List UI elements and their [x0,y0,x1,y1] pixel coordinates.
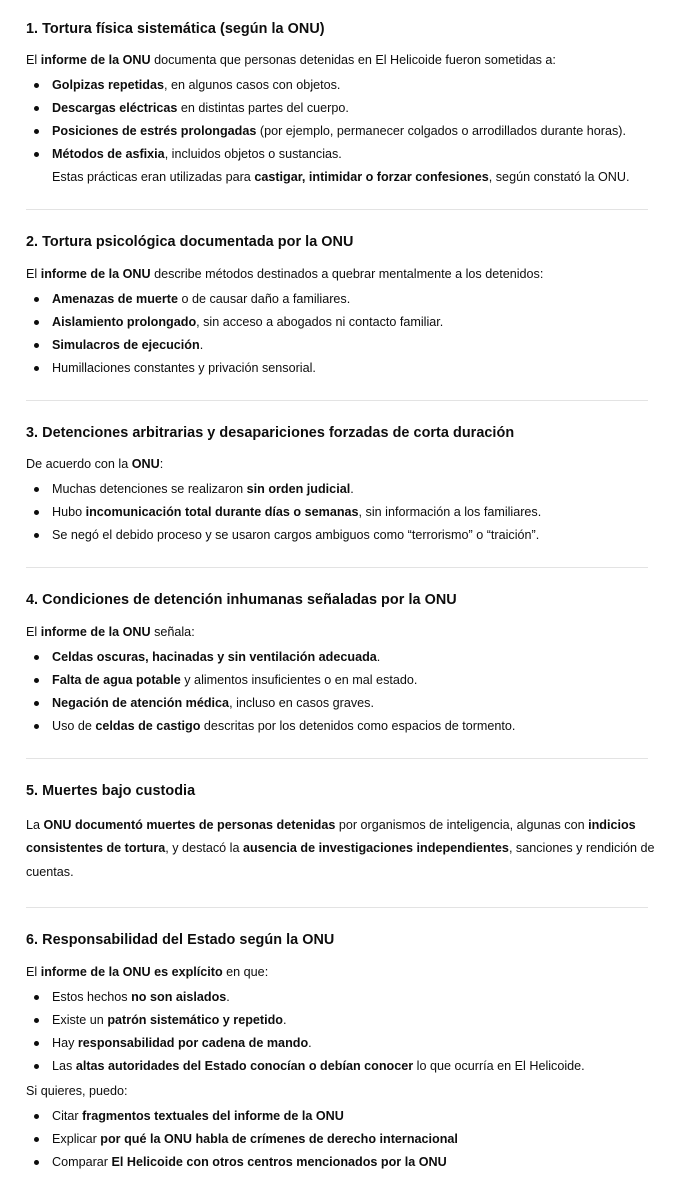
emphasis-text: informe de la ONU [40,266,151,281]
section-1 [26,20,661,209]
bullet-icon [34,678,39,683]
emphasis-text: ONU documentó muertes de personas detenidas [43,818,336,833]
emphasis-text: informe de la ONU [40,53,151,68]
section-heading: 4. Condiciones de detención inhumanas señaladas por la ONU [26,592,457,609]
list-item [26,336,661,354]
list-item-text: Falta de agua potable y alimentos insuficientes o en mal estado. [52,672,418,687]
offer-list [26,1107,661,1171]
emphasis-text: informe de la ONU es explícito [40,964,223,979]
bullet-list [26,648,661,735]
section-note: Estas prácticas eran utilizadas para castigar, intimidar o forzar confesiones, según constató la ONU. [52,170,630,185]
section-6 [26,931,661,1170]
list-item [26,313,661,331]
list-item-text: Métodos de asfixia, incluidos objetos o sustancias. [52,147,342,162]
emphasis-text: incomunicación total durante días o semanas [85,505,359,520]
bullet-icon [34,106,39,111]
emphasis-text: patrón sistemático y repetido [107,1012,283,1027]
section-heading: 3. Detenciones arbitrarias y desapariciones forzadas de corta duración [26,424,515,441]
list-item [26,290,661,308]
list-item [26,122,661,140]
list-item [26,99,661,117]
list-item-text: Amenazas de muerte o de causar daño a familiares. [52,291,351,306]
emphasis-text: informe de la ONU [40,624,151,639]
list-item-text: Simulacros de ejecución. [52,337,204,352]
bullet-list [26,988,661,1075]
list-item [26,1034,661,1052]
bullet-icon [34,701,39,706]
emphasis-text: El Helicoide con otros centros mencionados por la ONU [111,1154,447,1169]
section-divider [26,758,648,759]
list-item [26,503,661,521]
bullet-list [26,290,661,377]
bullet-icon [34,83,39,88]
list-item [26,145,661,186]
emphasis-text: responsabilidad por cadena de mando [77,1035,309,1050]
bullet-icon [34,655,39,660]
bullet-icon [34,995,39,1000]
list-item-text: Estos hechos no son aislados. [52,989,230,1004]
bullet-icon [34,1018,39,1023]
list-item [26,526,661,544]
list-item-text: Se negó el debido proceso y se usaron cargos ambiguos como “terrorismo” o “traición”. [52,528,540,543]
emphasis-text: indicios consistentes de tortura [26,818,636,856]
section-divider [26,567,648,568]
section-heading: 5. Muertes bajo custodia [26,782,196,799]
emphasis-text: ONU [131,457,160,472]
list-item [26,694,661,712]
emphasis-text: Métodos de asfixia [52,147,165,162]
bullet-list [26,76,661,186]
offer-item [26,1107,661,1125]
offer-item-text: Comparar El Helicoide con otros centros mencionados por la ONU [52,1154,447,1169]
section-2 [26,233,661,399]
list-item [26,648,661,666]
emphasis-text: Posiciones de estrés prolongadas [52,124,257,139]
list-item-text: Aislamiento prolongado, sin acceso a abogados ni contacto familiar. [52,314,444,329]
list-item-text: Uso de celdas de castigo descritas por los detenidos como espacios de tormento. [52,718,516,733]
section-divider [26,400,648,401]
list-item-text: Golpizas repetidas, en algunos casos con objetos. [52,78,341,93]
emphasis-text: celdas de castigo [95,718,201,733]
list-item-text: Hubo incomunicación total durante días o semanas, sin información a los familiares. [52,505,542,520]
emphasis-text: castigar, intimidar o forzar confesiones [254,170,489,185]
closing-intro: Si quieres, puedo: [26,1083,128,1098]
emphasis-text: Simulacros de ejecución [52,337,200,352]
list-item-text: Descargas eléctricas en distintas partes del cuerpo. [52,101,349,116]
emphasis-text: Golpizas repetidas [52,78,164,93]
section-3 [26,424,661,567]
bullet-icon [34,320,39,325]
list-item [26,717,661,735]
bullet-icon [34,366,39,371]
section-intro: El informe de la ONU señala: [26,624,195,639]
section-heading: 2. Tortura psicológica documentada por la ONU [26,234,354,251]
bullet-icon [34,1041,39,1046]
section-divider [26,209,648,210]
list-item [26,1011,661,1029]
emphasis-text: Celdas oscuras, hacinadas y sin ventilación adecuada [52,649,377,664]
list-item [26,988,661,1006]
list-item [26,76,661,94]
offer-item-text: Citar fragmentos textuales del informe de la ONU [52,1108,344,1123]
section-intro: El informe de la ONU describe métodos destinados a quebrar mentalmente a los detenidos: [26,266,544,281]
list-item-text: Existe un patrón sistemático y repetido. [52,1012,287,1027]
bullet-icon [34,487,39,492]
emphasis-text: Negación de atención médica [52,695,230,710]
section-intro: El informe de la ONU documenta que personas detenidas en El Helicoide fueron sometidas a: [26,53,556,68]
bullet-icon [34,533,39,538]
list-item-text: Posiciones de estrés prolongadas (por ejemplo, permanecer colgados o arrodillados durante horas). [52,124,626,139]
list-item [26,671,661,689]
section-4 [26,591,661,757]
offer-item-text: Explicar por qué la ONU habla de crímenes de derecho internacional [52,1131,458,1146]
section-5 [26,782,661,907]
emphasis-text: fragmentos textuales del informe de la ONU [82,1108,344,1123]
list-item-text: Humillaciones constantes y privación sensorial. [52,360,316,375]
section-heading: 1. Tortura física sistemática (según la ONU) [26,21,325,37]
list-item-text: Celdas oscuras, hacinadas y sin ventilación adecuada. [52,649,381,664]
bullet-icon [34,724,39,729]
emphasis-text: sin orden judicial [246,482,351,497]
bullet-icon [34,510,39,515]
list-item-text: Negación de atención médica, incluso en casos graves. [52,695,374,710]
bullet-list [26,480,661,544]
offer-item [26,1130,661,1148]
list-item-text: Las altas autoridades del Estado conocían o debían conocer lo que ocurría en El Helicoide. [52,1058,585,1073]
emphasis-text: Aislamiento prolongado [52,314,197,329]
list-item [26,1057,661,1075]
emphasis-text: Falta de agua potable [52,672,181,687]
emphasis-text: Descargas eléctricas [52,101,178,116]
section-intro: El informe de la ONU es explícito en que: [26,964,269,979]
section-paragraph: La ONU documentó muertes de personas detenidas por organismos de inteligencia, algunas con indicios consistentes de tortura, y destacó la ausencia de investigaciones independientes, sanciones y rendición de cuentas. [26,818,655,879]
list-item [26,359,661,377]
bullet-icon [34,1114,39,1119]
list-item [26,480,661,498]
emphasis-text: ausencia de investigaciones independientes [242,841,509,856]
section-divider [26,907,648,908]
section-intro: De acuerdo con la ONU: [26,457,164,472]
emphasis-text: altas autoridades del Estado conocían o debían conocer [75,1058,414,1073]
section-heading: 6. Responsabilidad del Estado según la ONU [26,932,335,949]
list-item-text: Hay responsabilidad por cadena de mando. [52,1035,312,1050]
bullet-icon [34,152,39,157]
bullet-icon [34,1064,39,1069]
bullet-icon [34,297,39,302]
offer-item [26,1153,661,1171]
bullet-icon [34,1137,39,1142]
list-item-text: Muchas detenciones se realizaron sin orden judicial. [52,482,354,497]
bullet-icon [34,1160,39,1165]
emphasis-text: no son aislados [131,989,227,1004]
bullet-icon [34,343,39,348]
emphasis-text: Amenazas de muerte [52,291,178,306]
emphasis-text: por qué la ONU habla de crímenes de derecho internacional [100,1131,458,1146]
bullet-icon [34,129,39,134]
